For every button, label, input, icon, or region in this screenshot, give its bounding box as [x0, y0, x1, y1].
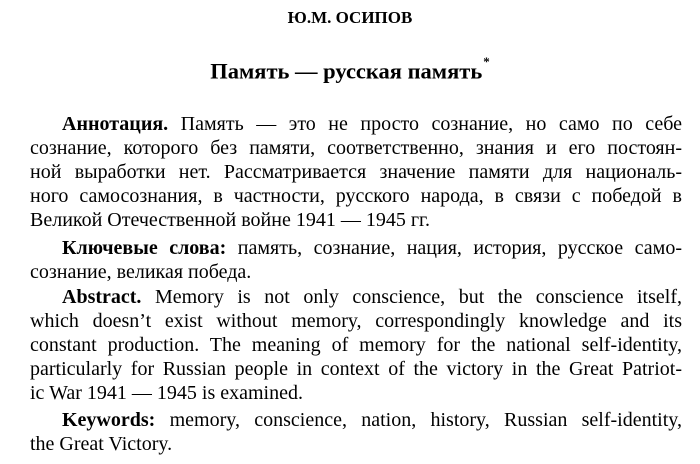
keywords-en-line: the Great Victory. [30, 433, 173, 455]
keywords-ru [30, 236, 682, 284]
annotation-ru [30, 112, 682, 232]
paper-title-text: Память — русская память [210, 58, 483, 84]
abstract-en-line: constant production. The meaning of memory for the national self-identity, [30, 334, 682, 356]
keywords-en [30, 408, 682, 456]
title-footnote-mark: * [483, 54, 490, 69]
abstract-en-line: particularly for Russian people in context of the victory in the Great Patriot- [30, 358, 682, 380]
keywords-en-label: Keywords: [62, 409, 156, 431]
keywords-ru-label: Ключевые слова: [62, 237, 227, 259]
keywords-ru-line: сознание, великая победа. [30, 261, 252, 283]
annotation-ru-line: ной выработки нет. Рассматривается значение памяти для националь- [30, 161, 682, 183]
abstract-en-label: Abstract. [62, 286, 142, 308]
keywords-en-line: Keywords: memory, conscience, nation, history, Russian self-identity, [62, 409, 682, 431]
abstract-en-line: ic War 1941 — 1945 is examined. [30, 382, 303, 404]
abstract-en [30, 285, 682, 405]
keywords-ru-line: Ключевые слова: память, сознание, нация, история, русское само- [62, 237, 682, 259]
abstract-en-line: which doesn’t exist without memory, correspondingly knowledge and its [30, 310, 682, 332]
annotation-ru-line: ного самосознания, в частности, русского народа, в связи с победой в [30, 185, 682, 207]
annotation-ru-label: Аннотация. [62, 113, 169, 135]
author-name: Ю.М. ОСИПОВ [287, 8, 413, 27]
abstract-en-line: Abstract. Memory is not only conscience, but the conscience itself, [62, 286, 682, 308]
paper-title [0, 54, 700, 85]
annotation-ru-line: Аннотация. Память — это не просто сознание, но само по себе [62, 113, 682, 135]
annotation-ru-line: Великой Отечественной войне 1941 — 1945 гг. [30, 209, 430, 231]
annotation-ru-line: сознание, которого без памяти, соответственно, знания и его постоян- [30, 137, 682, 159]
